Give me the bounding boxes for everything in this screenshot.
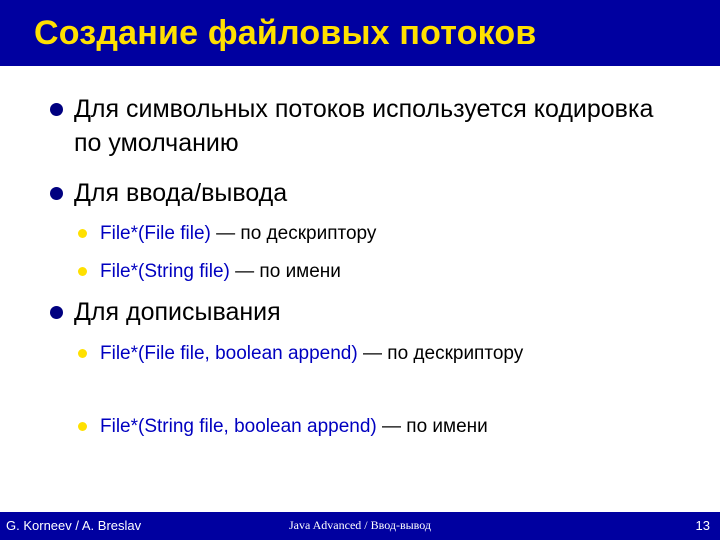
bullet-item: Для дописывания: [74, 298, 281, 326]
slide-title: Создание файловых потоков: [34, 14, 537, 52]
sub-bullet-dot-icon: [78, 267, 87, 276]
bullet-item: Для символьных потоков используется кодировка по умолчанию: [74, 95, 654, 157]
description-text: — по имени: [229, 261, 341, 282]
sub-bullet-item: [100, 340, 580, 367]
sub-bullet-item: [100, 220, 660, 247]
bullet-dot-icon: [50, 187, 63, 200]
sub-bullet-dot-icon: [78, 422, 87, 431]
sub-bullet-dot-icon: [78, 349, 87, 358]
code-text: File*(File file): [100, 223, 211, 244]
description-text: — по имени: [376, 416, 488, 437]
code-text: File*(String file): [100, 261, 230, 282]
footer-authors: G. Korneev / A. Breslav: [6, 518, 142, 533]
bullet-dot-icon: [50, 103, 63, 116]
page-number: 13: [695, 518, 710, 533]
code-text: File*(String file, boolean append): [100, 416, 377, 437]
footer-bar: [0, 512, 720, 540]
sub-bullet-item: [100, 413, 660, 440]
bullet-item: Для ввода/вывода: [74, 179, 288, 207]
description-text: — по дескриптору: [357, 343, 524, 364]
bullet-dot-icon: [50, 306, 63, 319]
footer-course: Java Advanced / Ввод-вывод: [288, 518, 432, 532]
code-text: File*(File file, boolean append): [100, 343, 358, 364]
sub-bullet-dot-icon: [78, 229, 87, 238]
sub-bullet-item: [100, 258, 660, 285]
description-text: — по дескриптору: [210, 223, 377, 244]
